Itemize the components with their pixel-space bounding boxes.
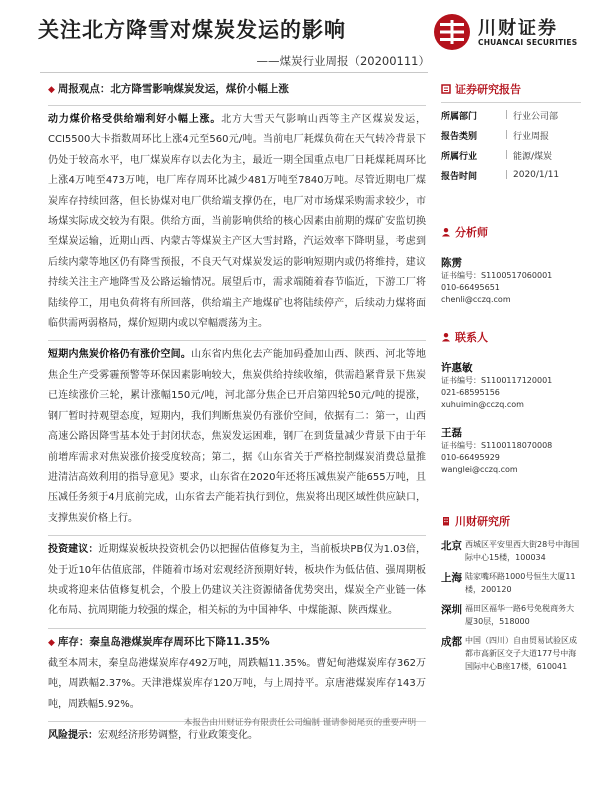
info-separator: | (505, 150, 509, 160)
contact-phone: 021-68595156 (441, 388, 500, 397)
office-chengdu (441, 634, 581, 673)
logo-icon (432, 12, 472, 52)
section-divider (48, 340, 426, 341)
risk-body: 宏观经济形势调整，行业政策变化。 (98, 729, 258, 741)
info-separator: | (505, 110, 509, 120)
contact-email: xuhuimin@cczq.com (441, 400, 524, 409)
info-key: 所属行业 (441, 151, 478, 162)
paragraph-investment (48, 540, 426, 622)
info-key: 报告类别 (441, 131, 478, 142)
research-heading (441, 512, 581, 530)
paragraph-body: 近期煤炭板块投资机会仍以把握估值修复为主，当前板块PB仅为1.03倍，处于近10年估值底部，伴随着市场对宏观经济预期好转，板块作为低估值、强周期板块或将迎来估值修复机会，个股上仍建议关注资源储备优势突出，煤炭全产业链一体化布局、抗周期能力较强的煤企，相关标的为中国神华、中煤能源、陕西煤业。 (48, 544, 426, 617)
office-shenzhen (441, 602, 581, 628)
analyst-phone: 010-66495651 (441, 283, 500, 292)
office-city: 上海 (441, 572, 462, 584)
person-icon (441, 227, 451, 237)
summary-text: 北方降雪影响煤炭发运，煤价小幅上涨 (110, 83, 289, 95)
title-divider (40, 72, 428, 73)
paragraph-body: 山东省内焦化去产能加码叠加山西、陕西、河北等地焦企生产受雾霾预警等环保因素影响较大，焦炭供给持续收缩，供需趋紧背景下焦炭已连续涨价三轮，累计涨幅150元/吨，河北部分焦企已开启第四轮50元/吨的提涨，钢厂暂时持观望态度，短期内，我们判断焦炭仍有涨价空间，依据有二：第一，山西高速公路因降雪基本处于封闭状态，焦炭发运困难，钢厂在到货量减少背景下由于年前增库需求对焦炭涨价接受度较高；第二，据《山东省关于严格控制煤炭消费总量推进清洁高效利用的指导意见》要求，山东省在2020年还将压减焦炭产能655万吨，且压减任务须于4月底前完成，山东省去产能若执行到位，焦炭将出现区域性供应缺口，支撑焦炭价格上行。 (48, 349, 427, 524)
paragraph-body: 北方大雪天气影响山西等主产区煤炭发运，CCI5500大卡指数周环比上涨4元至560元/吨。当前电厂耗煤负荷在天气转冷背景下仍处于较高水平，电厂煤炭库存以去化为主，最近一期全国重点电厂日耗煤耗周环比上涨4万吨至473万吨，电厂库存周环比减少481万吨至7840万吨。尽管近期电厂煤炭库存持续回落，但长协煤对电厂供给端支撑仍在，电厂对市场煤采购需求较少，市场煤实际成交较为有限。供给方面，当前影响供给的核心因素由前期的煤矿安监切换至煤炭运输，近期山西、内蒙古等煤炭主产区大雪封路，汽运效率下降明显，考虑到后续内蒙等地区仍有降雪预报，不良天气对煤炭发运的影响短期内或仍将维持，建议持续关注主产地降雪及公路运输情况。展望后市，需求端随着春节临近，下游工厂将陆续停工，用电负荷将有所回落，供给端主产地煤矿也将陆续停产，后续动力煤将面临供需两弱格局，煤价短期内或以窄幅震荡为主。 (48, 114, 427, 330)
contact-phone: 010-66495929 (441, 453, 500, 462)
building-icon (441, 516, 451, 526)
info-value: 能源/煤炭 (513, 151, 553, 162)
office-shanghai (441, 570, 581, 596)
contact-cert: 证书编号：S1100118070008 (441, 441, 553, 450)
paragraph-inventory: 截至本周末，秦皇岛港煤炭库存492万吨，周跌幅11.35%。曹妃甸港煤炭库存362万吨，周跌幅2.37%。天津港煤炭库存120万吨，与上周持平。京唐港煤炭库存143万吨，周跌幅5.92%。 (48, 657, 426, 710)
contact-name: 许惠敏 (441, 362, 473, 374)
contact-name: 王磊 (441, 427, 462, 439)
paragraph-coal-price (48, 110, 426, 334)
info-value: 行业公司部 (513, 111, 559, 122)
contact-heading-text: 联系人 (455, 331, 488, 344)
office-address: 西城区平安里西大街28号中海国际中心15楼，100034 (465, 540, 580, 562)
analyst-heading-text: 分析师 (455, 226, 488, 239)
contact-cert: 证书编号：S1100117120001 (441, 376, 553, 385)
office-city: 深圳 (441, 604, 462, 616)
report-heading-text: 证券研究报告 (455, 83, 521, 96)
paragraph-coke-price (48, 345, 426, 529)
info-row-category (441, 125, 581, 145)
office-city: 北京 (441, 540, 462, 552)
info-separator: | (505, 130, 509, 140)
info-row-industry (441, 145, 581, 165)
info-row-department (441, 105, 581, 125)
brand-logo (432, 12, 582, 52)
inventory-title: 秦皇岛港煤炭库存周环比下降11.35% (89, 635, 270, 648)
main-content (48, 80, 426, 746)
contact-email: wanglei@cczq.com (441, 465, 518, 474)
report-subtitle: ——煤炭行业周报（20200111） (256, 54, 430, 68)
report-icon (441, 84, 451, 94)
section-divider (48, 628, 426, 629)
analyst-cert: 证书编号：S1100517060001 (441, 271, 553, 280)
office-address: 中国（四川）自由贸易试验区成都市高新区交子大道177号中海国际中心B座17楼，610041 (465, 636, 577, 671)
logo-name-en: CHUANCAI SECURITIES (478, 38, 578, 47)
logo-name: 川财证券 (478, 18, 558, 39)
report-info-heading (441, 80, 581, 98)
office-city: 成都 (441, 636, 462, 648)
summary-line (48, 80, 426, 99)
office-address: 福田区福华一路6号免税商务大厦30层，518000 (465, 604, 575, 626)
contact-icon (441, 332, 451, 342)
info-row-date (441, 165, 581, 185)
analyst-email: chenli@cczq.com (441, 295, 511, 304)
footer-disclaimer: 本报告由川财证券有限责任公司编制 谨请参阅尾页的重要声明 (183, 718, 417, 728)
analyst-name: 陈雳 (441, 257, 462, 269)
report-title: 关注北方降雪对煤炭发运的影响 (38, 18, 346, 42)
sidebar-divider (441, 102, 581, 103)
paragraph-lead: 投资建议： (48, 544, 99, 556)
diamond-icon: ◆ (48, 85, 55, 95)
section-divider (48, 535, 426, 536)
diamond-icon: ◆ (48, 637, 55, 648)
inventory-label: 库存： (57, 635, 90, 648)
info-value: 2020/1/11 (513, 170, 560, 180)
office-beijing (441, 538, 581, 564)
inventory-heading (48, 633, 426, 652)
paragraph-lead: 短期内焦炭价格仍有涨价空间。 (48, 349, 192, 361)
paragraph-lead: 动力煤价格受供给端利好小幅上涨。 (48, 114, 222, 125)
info-value: 行业周报 (513, 131, 550, 142)
info-key: 报告时间 (441, 171, 478, 182)
research-heading-text: 川财研究所 (455, 515, 510, 528)
sidebar (441, 80, 581, 673)
summary-label: 周报观点： (57, 83, 111, 95)
paragraph-risk (48, 726, 426, 746)
risk-lead: 风险提示： (48, 729, 98, 741)
section-divider (48, 105, 426, 106)
contact-heading (441, 328, 581, 346)
info-key: 所属部门 (441, 111, 478, 122)
analyst-heading (441, 223, 581, 241)
office-address: 陆家嘴环路1000号恒生大厦11楼，200120 (465, 572, 576, 594)
info-separator: | (505, 170, 509, 180)
